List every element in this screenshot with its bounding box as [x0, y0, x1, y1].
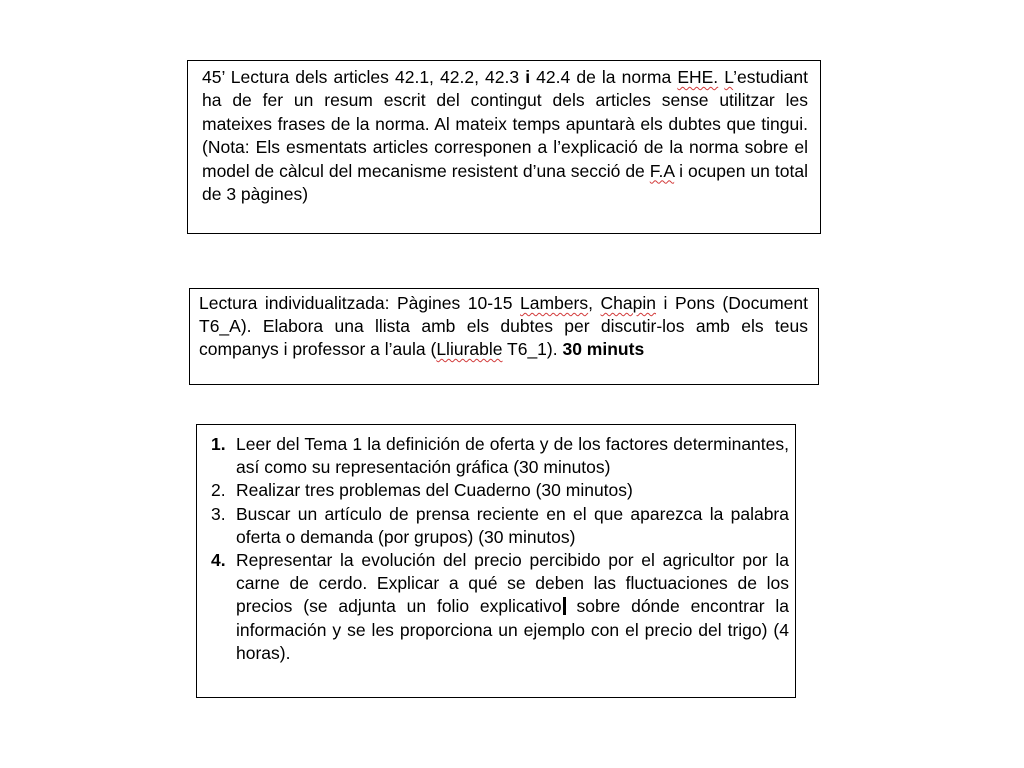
box2-lambers: Lambers — [520, 293, 589, 313]
box1-l-letter: L — [724, 67, 734, 87]
list-item-number: 1. — [211, 434, 226, 454]
text-box-norma-ehe — [187, 60, 821, 234]
list-item — [211, 549, 789, 665]
list-item-text: Representar la evolución del precio percibido por el agricultor por la carne de cerdo. Explicar a qué se deben las fluctuaciones de los precios (se adjunta un folio explicativo — [236, 550, 789, 617]
list-item — [211, 479, 789, 502]
box1-bold-i: i — [525, 67, 531, 87]
box2-lliurable: Lliurable — [436, 339, 503, 359]
box2-tail: T6_1). — [502, 339, 563, 359]
box1-ehe: EHE. — [677, 67, 719, 87]
list-item-number: 4. — [211, 550, 226, 571]
task-list — [211, 433, 789, 665]
list-item — [211, 503, 789, 549]
box2-comma: , — [588, 293, 601, 313]
box1-fa: F.A — [649, 160, 675, 181]
box2-prefix: Lectura individualitzada: Pàgines 10-15 — [199, 293, 521, 313]
box1-text-rest-b: i ocupen un total de 3 pàgines) — [202, 160, 808, 205]
box1-text-mid: 42.4 de la norma — [530, 67, 678, 87]
list-item-number: 2. — [211, 480, 226, 501]
list-item-text-after: sobre dónde encontrar la información y se les proporciona un ejemplo con el precio del trigo) (4 horas). — [236, 596, 789, 663]
list-item-text: Realizar tres problemas del Cuaderno (30 minutos) — [236, 480, 633, 501]
text-box-task-list — [196, 424, 796, 698]
list-item-text: Buscar un artículo de prensa reciente en el que aparezca la palabra oferta o demanda (por grupos) (30 minutos) — [236, 503, 789, 547]
box2-chapin: Chapin — [600, 293, 657, 313]
list-item-number: 3. — [211, 503, 226, 524]
box1-text-rest-a: ’estudiant ha de fer un resum escrit del contingut dels articles sense utilitzar les mateixes frases de la norma. Al mateix temps apuntarà els dubtes que tingui. (Nota: Els esmentats articles corresponen a l’explicació de la norma sobre el model de càlcul del mecanisme resistent d’una secció de — [202, 67, 808, 181]
box2-bold-tail: 30 minuts — [562, 339, 645, 359]
list-item-text: Leer del Tema 1 la definición de oferta y de los factores determinantes, así como su representación gráfica (30 minutos) — [236, 434, 789, 478]
text-box-lectura-individualitzada — [189, 288, 819, 385]
box2-mid: i Pons (Document T6_A). Elabora una llista amb els dubtes per discutir-los amb els teus companys i professor a l’aula ( — [199, 293, 808, 359]
list-item — [211, 433, 789, 479]
box1-text-prefix: 45’ Lectura dels articles 42.1, 42.2, 42.3 — [202, 67, 526, 87]
